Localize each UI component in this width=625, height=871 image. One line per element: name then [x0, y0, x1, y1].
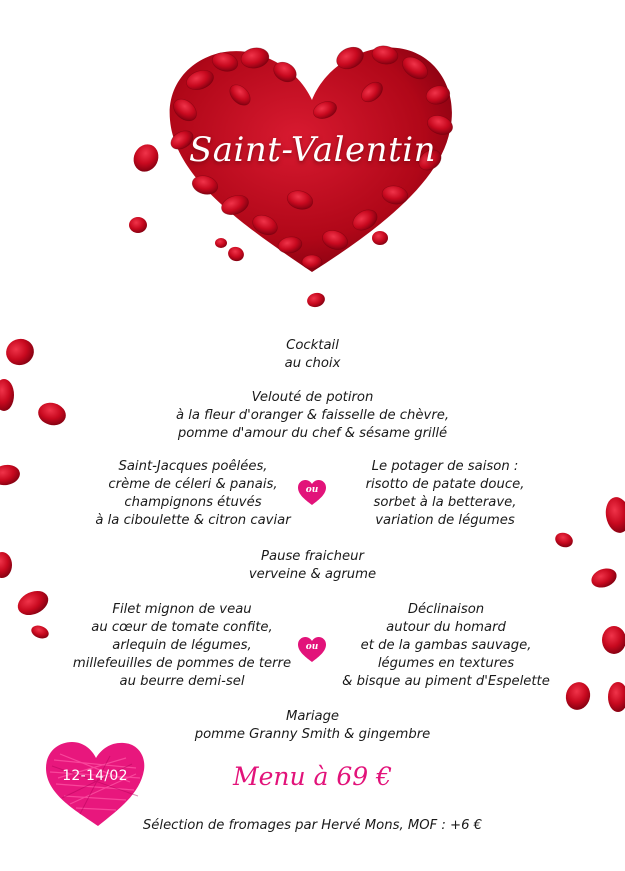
- cocktail-detail: au choix: [284, 356, 341, 371]
- or-badge-main: [297, 636, 327, 664]
- course-pause: [0, 548, 625, 584]
- entree-left-line-2: crème de céleri & panais,: [108, 477, 278, 492]
- entree-left-line-4: à la ciboulette & citron caviar: [95, 513, 291, 528]
- course-main-right: [331, 601, 561, 691]
- main-right-line-4: légumes en textures: [377, 656, 515, 671]
- entree-left-line-1: Saint-Jacques poêlées,: [118, 459, 268, 474]
- course-entree-left: [78, 458, 308, 530]
- entree-left-line-3: champignons étuvés: [124, 495, 262, 510]
- main-left-line-5: au beurre demi-sel: [119, 674, 245, 689]
- main-right-line-1: Déclinaison: [407, 602, 485, 617]
- dessert-name: Mariage: [285, 709, 340, 724]
- course-main-left: [67, 601, 297, 691]
- main-right-line-5: & bisque au piment d'Espelette: [342, 674, 550, 689]
- main-left-line-4: millefeuilles de pommes de terre: [72, 656, 292, 671]
- veloute-detail-2: pomme d'amour du chef & sésame grillé: [177, 426, 448, 441]
- main-right-line-2: autour du homard: [386, 620, 506, 635]
- cheese-supplement: Sélection de fromages par Hervé Mons, MOF : +6 €: [142, 818, 483, 833]
- dessert-detail: pomme Granny Smith & gingembre: [194, 727, 431, 742]
- entree-right-line-2: risotto de patate douce,: [365, 477, 525, 492]
- pause-detail: verveine & agrume: [248, 567, 377, 582]
- entree-right-line-4: variation de légumes: [375, 513, 515, 528]
- course-entree-right: [330, 458, 560, 530]
- course-cocktail: [0, 337, 625, 373]
- or-badge-entree: [297, 479, 327, 507]
- entree-right-line-3: sorbet à la betterave,: [373, 495, 517, 510]
- menu-price: Menu à 69 €: [232, 762, 393, 791]
- or-label: ou: [305, 642, 319, 652]
- or-label: ou: [305, 485, 319, 495]
- veloute-name: Velouté de potiron: [251, 390, 374, 405]
- main-left-line-3: arlequin de légumes,: [112, 638, 252, 653]
- course-veloute: [0, 389, 625, 443]
- cocktail-name: Cocktail: [286, 338, 339, 353]
- main-left-line-2: au cœur de tomate confite,: [91, 620, 273, 635]
- main-left-line-1: Filet mignon de veau: [112, 602, 252, 617]
- page-title: Saint-Valentin: [188, 130, 437, 170]
- main-right-line-3: et de la gambas sauvage,: [360, 638, 532, 653]
- entree-right-line-1: Le potager de saison :: [371, 459, 519, 474]
- date-label: 12-14/02: [62, 768, 128, 784]
- pause-name: Pause fraicheur: [261, 549, 364, 564]
- veloute-detail-1: à la fleur d'oranger & faisselle de chèvre,: [175, 408, 450, 423]
